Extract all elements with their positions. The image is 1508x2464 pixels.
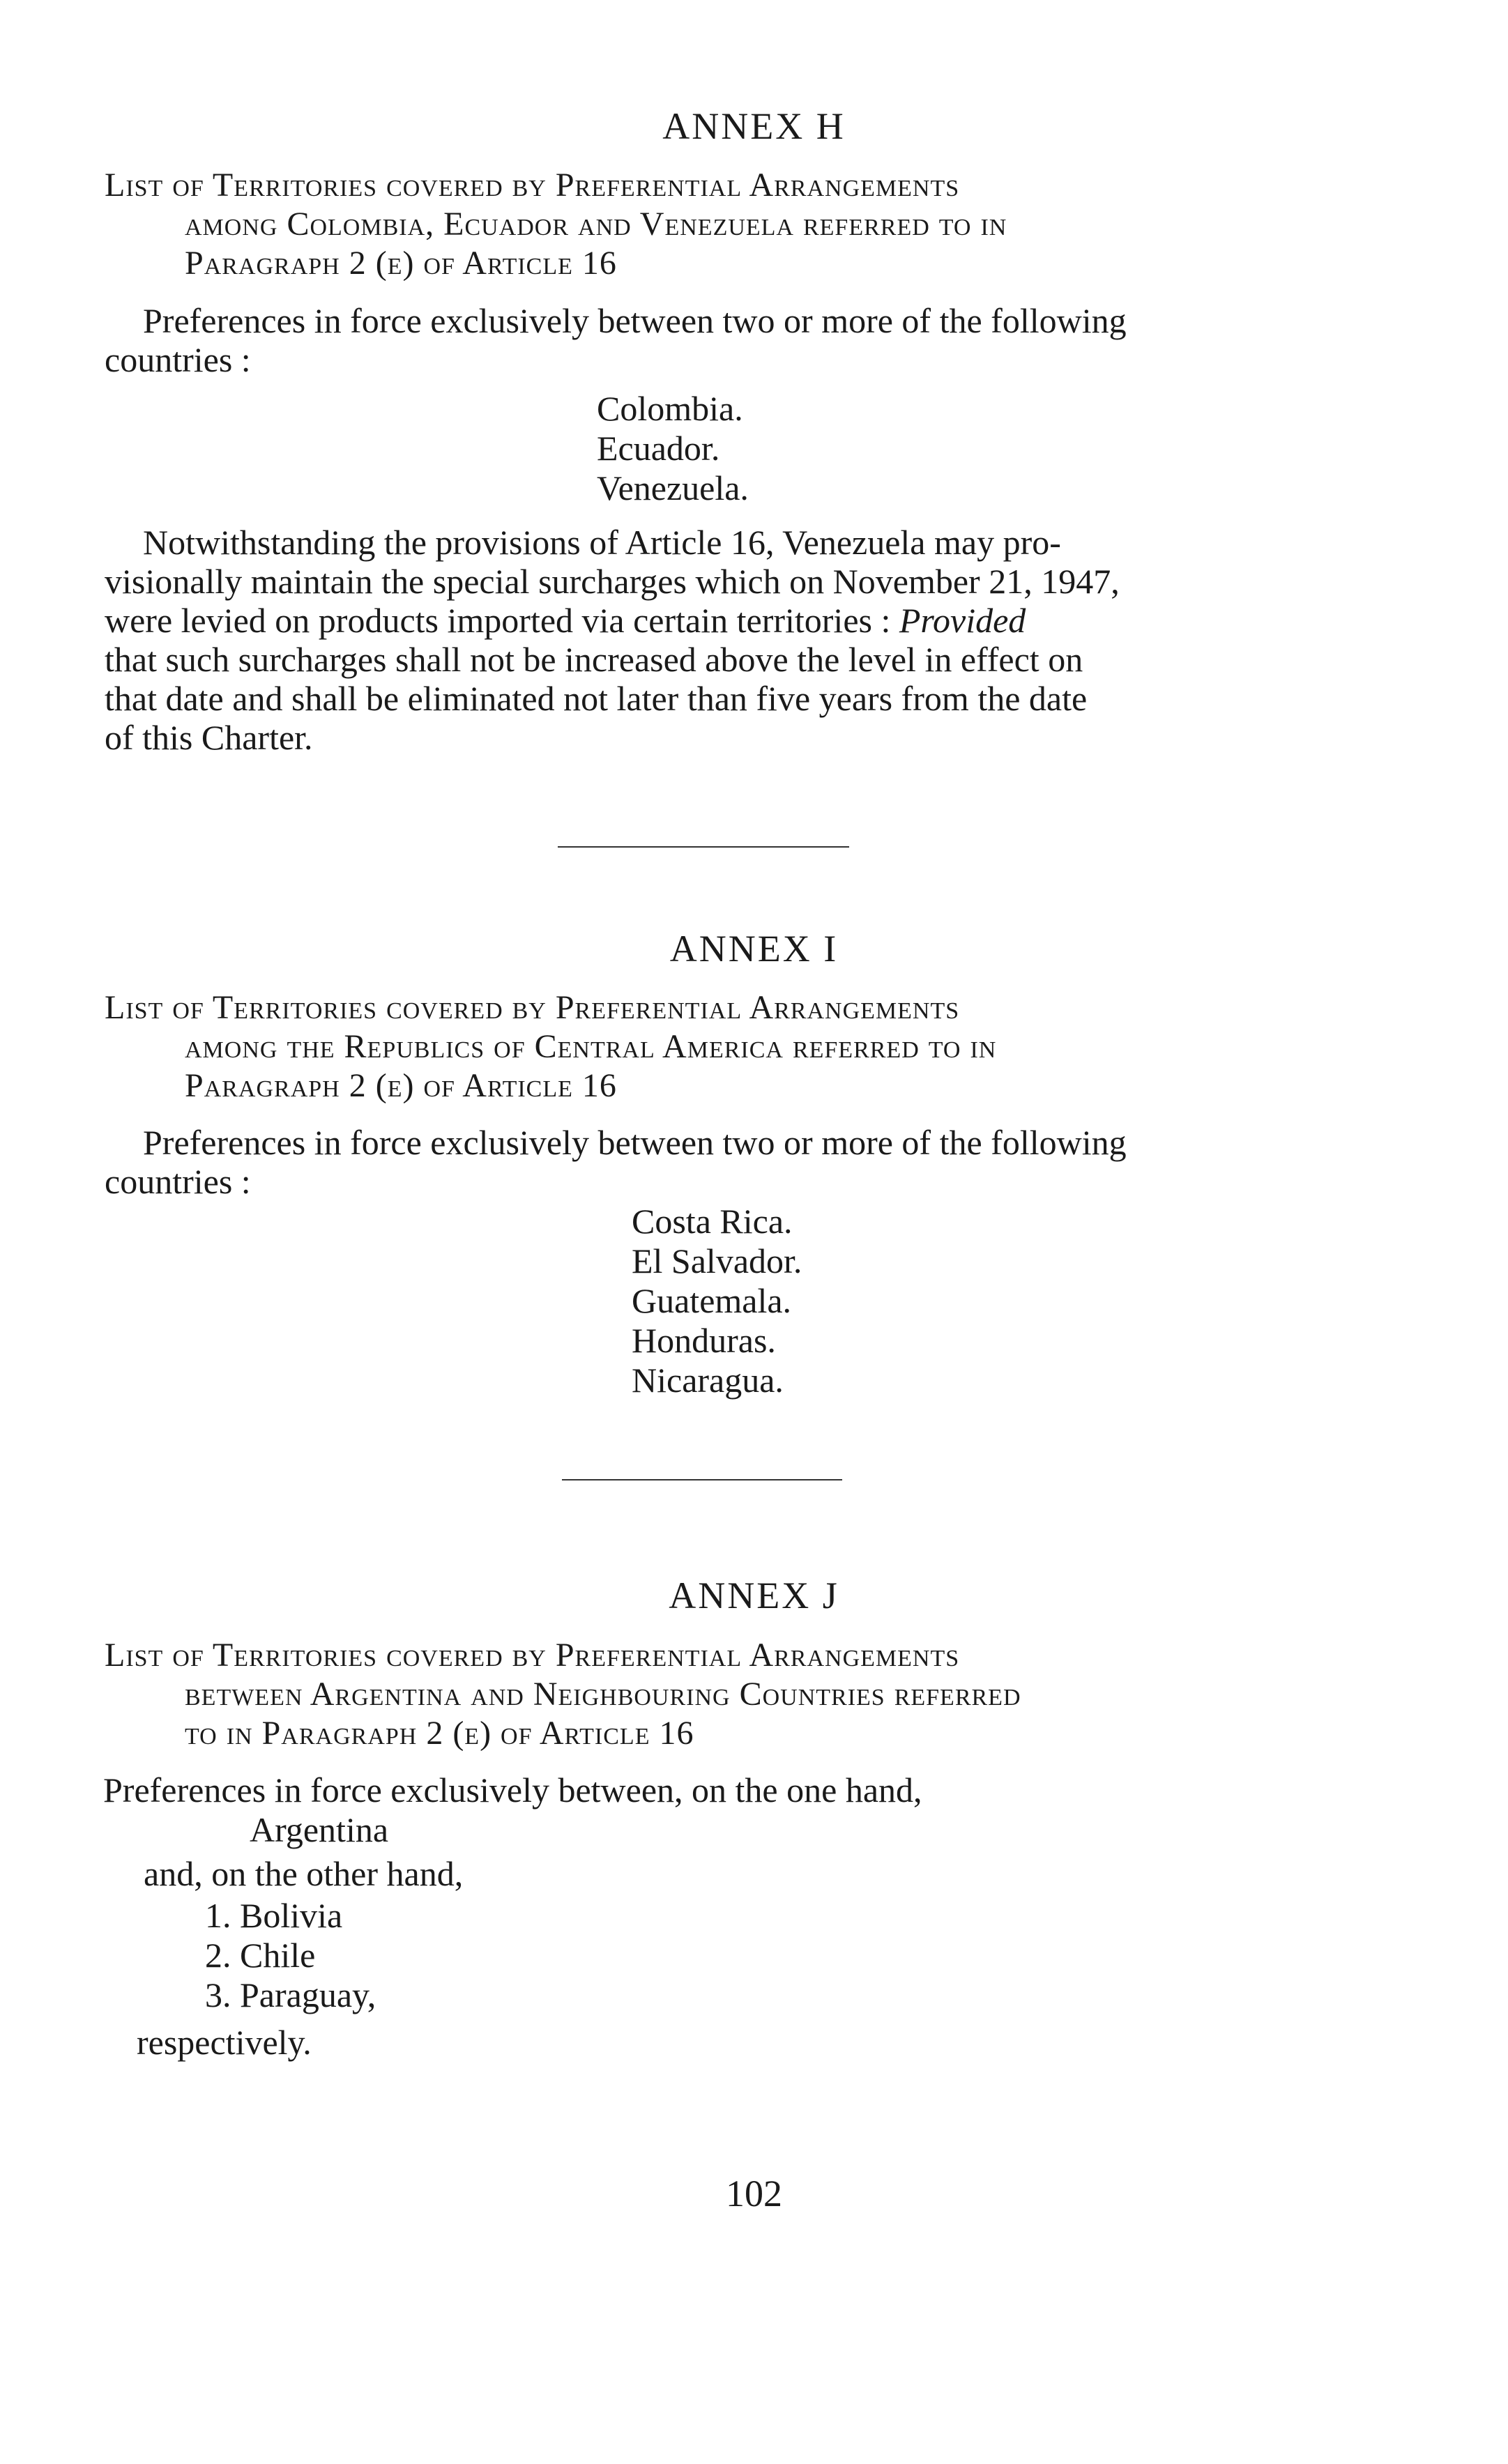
annex-h-heading-line-1: List of Territories covered by Preferential Arrangements [105,167,960,204]
page-number: 102 [726,2173,782,2214]
annex-j-title: ANNEX J [669,1575,839,1616]
annex-i-intro [105,1123,1127,1201]
list-item: 3. Paraguay, [205,1975,376,2014]
annex-h-note-line-4: that such surcharges shall not be increased above the level in effect on [105,640,1083,679]
list-item: 1. Bolivia [205,1896,343,1935]
annex-h-title: ANNEX H [662,105,846,147]
annex-h-country-list [597,389,749,508]
annex-h-heading [105,166,1311,283]
annex-j-intro: Preferences in force exclusively between, on the one hand, [103,1770,922,1809]
annex-i-intro-line-1: Preferences in force exclusively between two or more of the following [143,1123,1127,1162]
annex-h-intro [105,301,1127,379]
annex-j-heading-line-2: between Argentina and Neighbouring Countries referred [185,1676,1021,1713]
annex-i-title: ANNEX I [669,928,839,970]
section-divider-2 [562,1479,842,1480]
annex-i-heading-line-1: List of Territories covered by Preferential Arrangements [105,989,960,1026]
list-item: El Salvador. [632,1241,802,1280]
list-item: Ecuador. [597,429,720,468]
list-item: Nicaragua. [632,1361,784,1400]
annex-j-country-list [205,1896,376,2015]
list-item: Colombia. [597,389,743,428]
list-item: Guatemala. [632,1281,792,1320]
annex-i-heading [105,988,1311,1105]
list-item: Costa Rica. [632,1202,793,1241]
annex-h-note-line-6: of this Charter. [105,718,313,757]
annex-j-heading-line-1: List of Territories covered by Preferential Arrangements [105,1637,960,1674]
annex-j-heading-line-3: to in Paragraph 2 (e) of Article 16 [185,1715,694,1752]
annex-h-intro-line-1: Preferences in force exclusively between two or more of the following [143,301,1127,340]
annex-h-note [105,523,1120,757]
annex-i-heading-line-2: among the Republics of Central America referred to in [185,1028,997,1065]
annex-h-heading-line-2: among Colombia, Ecuador and Venezuela referred to in [185,206,1007,243]
annex-h-note-provided: Provided [899,601,1026,640]
annex-h-heading-line-3: Paragraph 2 (e) of Article 16 [185,245,617,282]
annex-h-note-line-3 [105,601,1120,640]
annex-h-note-line-5: that date and shall be eliminated not later than five years from the date [105,679,1088,718]
annex-j-heading [105,1636,1311,1753]
annex-i-intro-line-2: countries : [105,1162,251,1201]
annex-h-note-line-3-text: were levied on products imported via certain territories : [105,601,891,640]
annex-j-party: Argentina [250,1810,389,1849]
annex-h-note-line-2: visionally maintain the special surcharges which on November 21, 1947, [105,562,1120,601]
annex-i-heading-line-3: Paragraph 2 (e) of Article 16 [185,1067,617,1104]
list-item: 2. Chile [205,1936,316,1975]
section-divider-1 [558,846,849,848]
annex-i-country-list [632,1202,802,1400]
annex-h-note-line-1: Notwithstanding the provisions of Article 16, Venezuela may pro- [143,523,1061,562]
annex-j-other: and, on the other hand, [144,1854,464,1893]
list-item: Honduras. [632,1321,776,1360]
annex-h-intro-line-2: countries : [105,340,251,379]
annex-j-closing: respectively. [137,2023,312,2062]
list-item: Venezuela. [597,468,749,507]
